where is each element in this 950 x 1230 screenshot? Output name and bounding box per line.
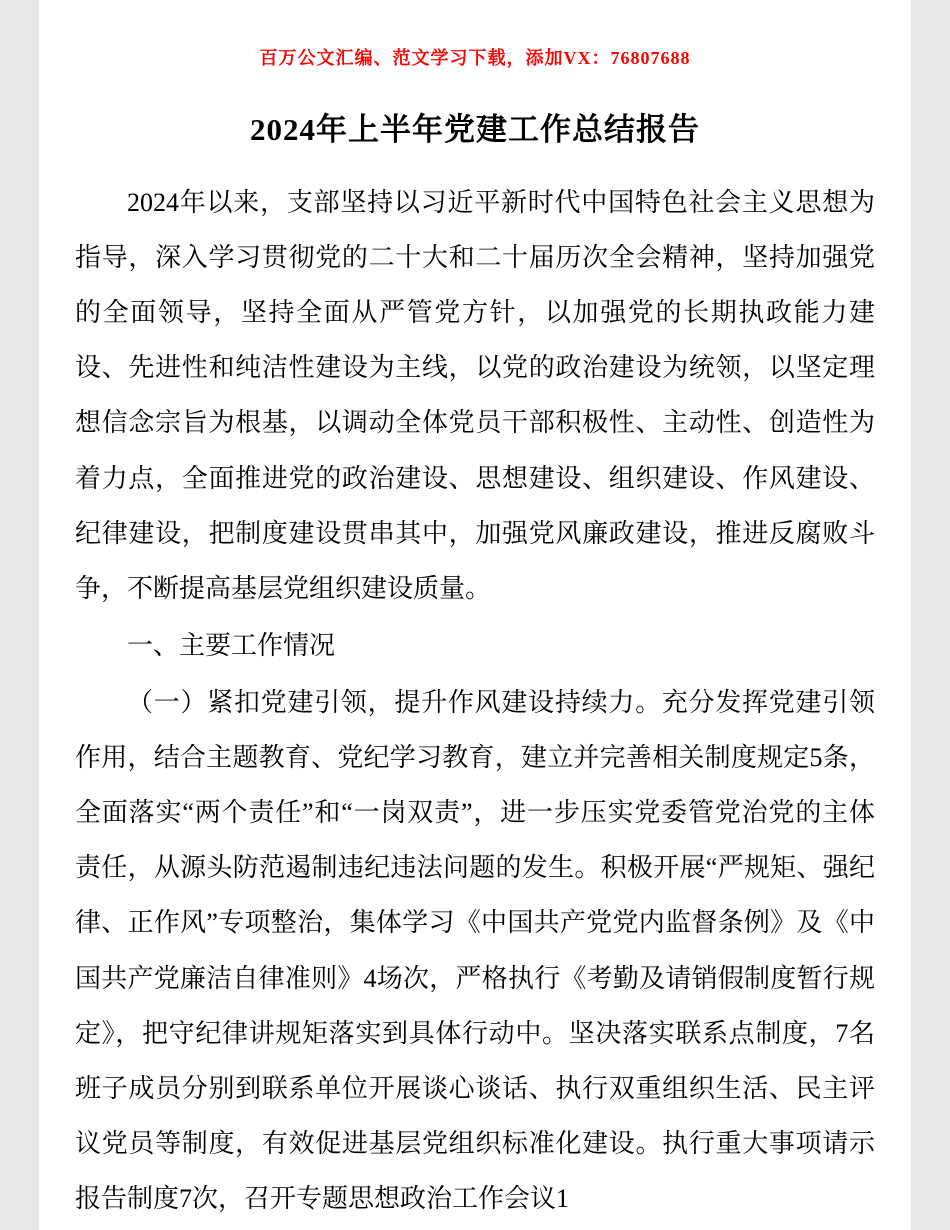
document-page <box>39 0 911 1230</box>
document-title: 2024年上半年党建工作总结报告 <box>250 112 700 147</box>
paragraph-intro: 2024年以来，支部坚持以习近平新时代中国特色社会主义思想为指导，深入学习贯彻党的二十大和二十届历次全会精神，坚持加强党的全面领导，坚持全面从严管党方针，以加强党的长期执政能力建设、先进性和纯洁性建设为主线，以党的政治建设为统领，以坚定理想信念宗旨为根基，以调动全体党员干部积极性、主动性、创造性为着力点，全面推进党的政治建设、思想建设、组织建设、作风建设、纪律建设，把制度建设贯串其中，加强党风廉政建设，推进反腐败斗争，不断提高基层党组织建设质量。 <box>75 188 875 603</box>
paragraph-section-one: （一）紧扣党建引领，提升作风建设持续力。充分发挥党建引领作用，结合主题教育、党纪学习教育，建立并完善相关制度规定5条，全面落实“两个责任”和“一岗双责”，进一步压实党委管党治党的主体责任，从源头防范遏制违纪违法问题的发生。积极开展“严规矩、强纪律、正作风”专项整治，集体学习《中国共产党党内监督条例》及《中国共产党廉洁自律准则》4场次，严格执行《考勤及请销假制度暂行规定》，把守纪律讲规矩落实到具体行动中。坚决落实联系点制度，7名班子成员分别到联系单位开展谈心谈话、执行双重组织生活、民主评议党员等制度，有效促进基层党组织标准化建设。执行重大事项请示报告制度7次，召开专题思想政治工作会议1 <box>75 687 875 1213</box>
promo-notice: 百万公文汇编、范文学习下载，添加VX：76807688 <box>259 48 691 68</box>
section-heading-main-work: 一、主要工作情况 <box>127 630 336 660</box>
